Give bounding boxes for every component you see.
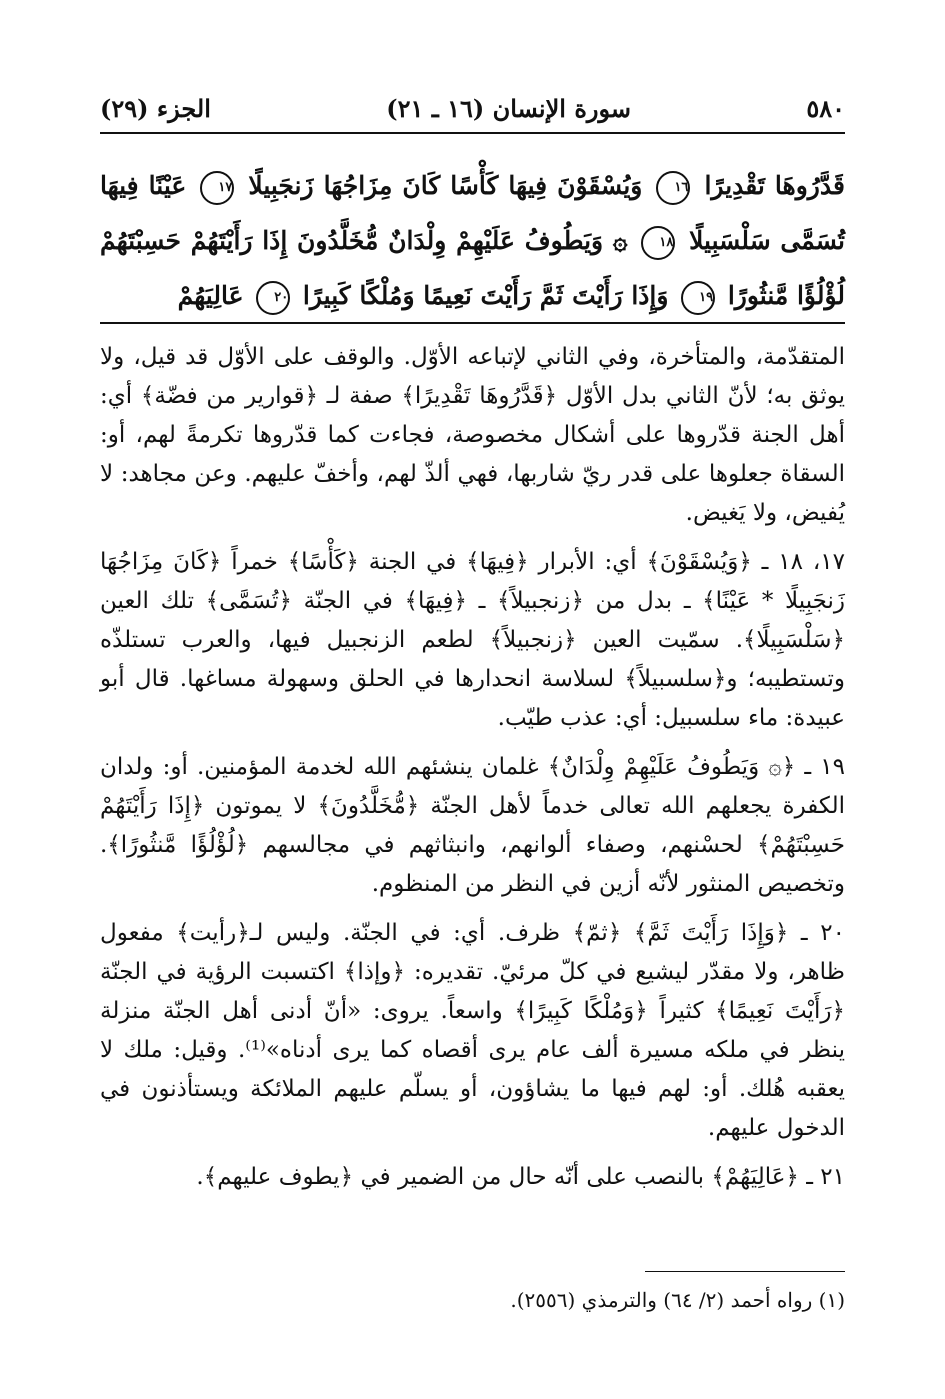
commentary-text — [100, 338, 845, 1207]
page-number: ٥٨٠ — [806, 93, 845, 123]
page-header — [100, 88, 845, 128]
footnote: (١) رواه أحمد (٢/ ٦٤) والترمذي (٢٥٥٦). — [510, 1288, 845, 1312]
quran-verses-block — [100, 158, 845, 323]
commentary-paragraph: ٢١ ـ ﴿عَالِيَهُمْ﴾ بالنصب على أنّه حال من الضمير في ﴿يطوف عليهم﴾. — [196, 1164, 845, 1190]
verse-number-marker: ١٧ — [200, 171, 234, 205]
verse-text: عَيْنًا فِيهَا تُسَمَّى سَلْسَبِيلًا — [100, 171, 845, 255]
verse-text: وَإِذَا رَأَيْتَ ثَمَّ رَأَيْتَ نَعِيمًا وَمُلْكًا كَبِيرًا — [302, 281, 669, 310]
commentary-paragraph: ١٧، ١٨ ـ ﴿وَيُسْقَوْنَ﴾ أي: الأبرار ﴿فِيهَا﴾ في الجنة ﴿كَأْسًا﴾ خمراً ﴿كَانَ مِزَاجُهَا زَنجَبِيلًا * عَيْنًا﴾ ـ بدل من ﴿زنجبيلاً﴾ ـ ﴿فِيهَا﴾ في الجنّة ﴿تُسَمَّى﴾ تلك العين ﴿سَلْسَبِيلًا﴾. سمّيت العين ﴿زنجبيلاً﴾ لطعم الزنجبيل فيها، والعرب تستلذّه وتستطيبه؛ و﴿سلسبيلاً﴾ لسلاسة انحدارها في الحلق وسهولة مساغها. قال أبو عبيدة: ماء سلسبيل: أي: عذب طيّب. — [100, 549, 845, 731]
verses-rule — [100, 322, 845, 324]
commentary-paragraph: ١٩ ـ ﴿۞ وَيَطُوفُ عَلَيْهِمْ وِلْدَانٌ﴾ غلمان ينشئهم الله لخدمة المؤمنين. أو: ولدان الكفرة يجعلهم الله تعالى خدماً لأهل الجنّة ﴿مُّخَلَّدُونَ﴾ لا يموتون ﴿إِذَا رَأَيْتَهُمْ حَسِبْتَهُمْ﴾ لحسْنهم، وصفاء ألوانهم، وانبثاثهم في مجالسهم ﴿لُؤْلُؤًا مَّنثُورًا﴾. وتخصيص المنثور لأنّه أزين في النظر من المنظوم. — [100, 754, 845, 897]
verse-text: ۞ وَيَطُوفُ عَلَيْهِمْ وِلْدَانٌ مُّخَلَّدُونَ إِذَا رَأَيْتَهُمْ حَسِبْتَهُمْ لُؤْلُؤًا مَّنثُورًا — [100, 226, 845, 310]
verse-number-marker: ١٦ — [656, 171, 690, 205]
commentary-paragraph: ٢٠ ـ ﴿وَإِذَا رَأَيْتَ ثَمَّ﴾ ﴿ثمّ﴾ ظرف. أي: في الجنّة. وليس لـ﴿رأيت﴾ مفعول ظاهر، ولا مقدّر ليشيع في كلّ مرئيّ. تقديره: ﴿وإذا﴾ اكتسبت الرؤية في الجنّة ﴿رَأَيْتَ نَعِيمًا﴾ كثيراً ﴿وَمُلْكًا كَبِيرًا﴾ واسعاً. يروى: «أنّ أدنى أهل الجنّة منزلة ينظر في ملكه مسيرة ألف عام يرى أقصاه كما يرى أدناه»⁽¹⁾. وقيل: ملك لا يعقبه هُلك. أو: لهم فيها ما يشاؤون، أو يسلّم عليهم الملائكة ويستأذنون في الدخول عليهم. — [100, 920, 846, 1141]
verse-number-marker: ١٨ — [641, 226, 675, 260]
surah-title: سورة الإنسان (١٦ ـ ٢١) — [386, 93, 631, 123]
verse-number-marker: ٢٠ — [256, 281, 290, 315]
header-rule — [100, 132, 845, 134]
footnote-rule — [645, 1271, 845, 1272]
verse-number-marker: ١٩ — [681, 281, 715, 315]
juz-label: الجزء (٢٩) — [100, 93, 211, 123]
verse-text: عَالِيَهُمْ — [177, 281, 244, 310]
verse-text: قَدَّرُوهَا تَقْدِيرًا — [704, 171, 845, 200]
commentary-paragraph: المتقدّمة، والمتأخرة، وفي الثاني لإتباعه الأوّل. والوقف على الأوّل قد قيل، ولا يوثق به؛ لأنّ الثاني بدل الأوّل ﴿قَدَّرُوهَا تَقْدِيرًا﴾ صفة لـ ﴿قوارير من فضّة﴾ أي: أهل الجنة قدّروها على أشكال مخصوصة، فجاءت كما قدّروها تكرمةً لهم، أو: السقاة جعلوها على قدر ريّ شاربها، فهي ألذّ لهم، وأخفّ عليهم. وعن مجاهد: لا يُفيض، ولا يَغيض. — [100, 344, 846, 526]
verse-text: وَيُسْقَوْنَ فِيهَا كَأْسًا كَانَ مِزَاجُهَا زَنجَبِيلًا — [248, 171, 643, 200]
